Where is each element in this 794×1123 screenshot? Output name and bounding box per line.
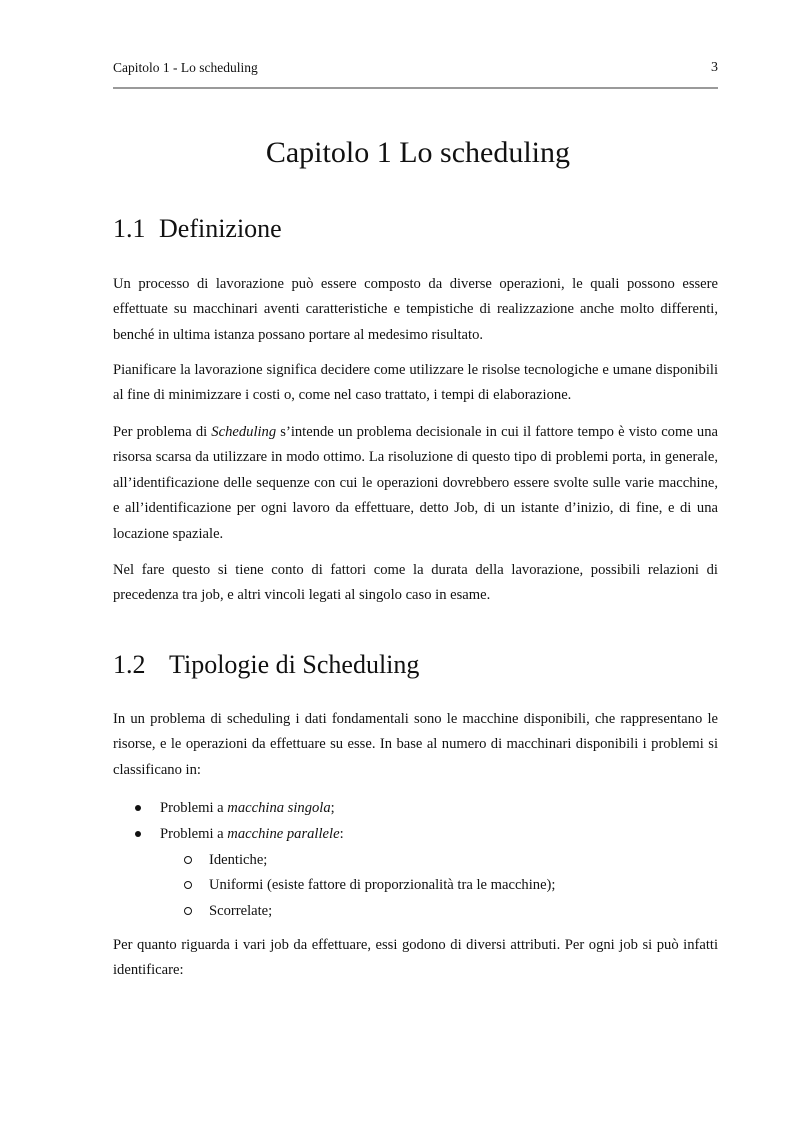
section-number: 1.1 [113, 214, 146, 243]
section-heading-tipologie [113, 650, 419, 680]
list-item-text: Problemi a [160, 826, 228, 842]
sub-list-item [209, 873, 555, 898]
paragraph: In un problema di scheduling i dati fondamentali sono le macchine disponibili, che rappresentano le risorse, e le operazioni da effettuare su esse. In base al numero di macchinari disponibili i problemi si classificano in: [113, 711, 718, 778]
header-divider [113, 87, 718, 89]
paragraph [113, 420, 718, 547]
page-number: 3 [711, 60, 718, 75]
list-item-text: Scorrelate; [209, 903, 273, 919]
list-item-text: Problemi a [160, 800, 228, 816]
circle-bullet-icon [184, 881, 192, 889]
sub-list-item [209, 899, 272, 924]
emphasis-term: Scheduling [211, 424, 277, 440]
paragraph: Per quanto riguarda i vari job da effettuare, essi godono di diversi attributi. Per ogni job si può infatti identificare: [113, 937, 718, 979]
list-item [160, 822, 344, 847]
chapter-title: Capitolo 1 Lo scheduling [265, 136, 570, 169]
bullet-icon [135, 831, 141, 837]
list-item-text: Uniformi (esiste fattore di proporzionalità tra le macchine); [209, 877, 556, 893]
paragraph-text: s’intende un problema decisionale in cui il fattore tempo è visto come una risorsa scarsa da utilizzare in modo ottimo. La risoluzione di questo tipo di problemi porta, in generale, all’identificazione delle sequenze con cui le operazioni dovrebbero essere svolte sulle varie macchine, e all’identificazione per ogni lavoro da effettuare, detto Job, di un istante d’inizio, di fine, e di una locazione spaziale. [113, 424, 718, 542]
section-title-text: Tipologie di Scheduling [169, 650, 420, 679]
bullet-icon [135, 805, 141, 811]
section-title-text: Definizione [159, 214, 282, 243]
circle-bullet-icon [184, 856, 192, 864]
section-heading-definizione [113, 214, 282, 244]
paragraph: Nel fare questo si tiene conto di fattori come la durata della lavorazione, possibili relazioni di precedenza tra job, e altri vincoli legati al singolo caso in esame. [113, 562, 718, 604]
paragraph: Un processo di lavorazione può essere composto da diverse operazioni, le quali possono essere effettuate su macchinari aventi caratteristiche e tempistiche di realizzazione anche molto differenti, benché in ultima istanza possano portare al medesimo risultato. [113, 276, 718, 343]
sub-list-item [209, 848, 267, 873]
list-item [160, 796, 335, 821]
paragraph: Pianificare la lavorazione significa decidere come utilizzare le risolse tecnologiche e umane disponibili al fine di minimizzare i costi o, come nel caso trattato, i tempi di elaborazione. [113, 362, 718, 404]
section-number: 1.2 [113, 650, 146, 679]
paragraph-text: Per problema di [113, 424, 212, 440]
list-item-text: : [339, 826, 344, 842]
circle-bullet-icon [184, 907, 192, 915]
list-item-text: ; [330, 800, 335, 816]
running-header-title: Capitolo 1 - Lo scheduling [113, 60, 258, 75]
emphasis-term: macchina singola [227, 800, 331, 816]
list-item-text: Identiche; [209, 852, 268, 868]
emphasis-term: macchine parallele [227, 826, 340, 842]
